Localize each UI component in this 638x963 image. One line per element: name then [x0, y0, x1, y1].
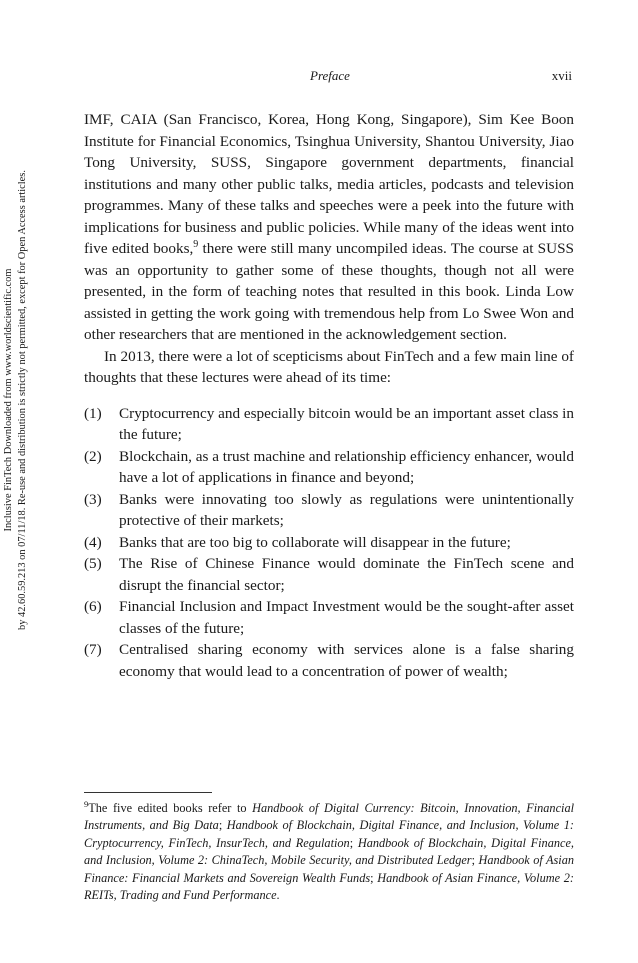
footnote: [84, 800, 574, 904]
footnote-marker: 9: [84, 798, 89, 809]
body-text: [84, 109, 574, 682]
list-item: [84, 596, 574, 639]
running-header: [84, 68, 576, 86]
footnote-separator: ;: [218, 818, 227, 833]
numbered-list: [84, 403, 574, 683]
paragraph-1-part-2: there were still many uncompiled ideas. The course at SUSS was an opportunity to gather some of these thoughts, though not all were presented, in the form of teaching notes that resulted in this book. Linda Low assisted in getting the work going with tremendous help from Lo Swee Won and other researchers that are mentioned in the acknowledgement section.: [84, 240, 574, 343]
list-item-text: Banks that are too big to collaborate will disappear in the future;: [119, 533, 511, 551]
list-item: [84, 639, 574, 682]
footnote-book-2: Handbook of Blockchain, Digital Finance, and Inclusion, Volume 1: Cryptocurrency, FinTech, InsurTech, and Regulation: [84, 818, 574, 850]
footnote-divider: [84, 792, 212, 793]
list-item: [84, 446, 574, 489]
paragraph-2: In 2013, there were a lot of scepticisms about FinTech and a few main line of thoughts that these lectures were ahead of its time:: [84, 347, 574, 386]
download-notice: [2, 170, 50, 630]
list-item: [84, 532, 574, 554]
list-item-text: Blockchain, as a trust machine and relationship efficiency enhancer, would have a lot of applications in finance and beyond;: [119, 447, 574, 486]
download-notice-line-2: by 42.60.59.213 on 07/11/18. Re-use and distribution is strictly not permitted, except for Open Access articles.: [17, 170, 28, 630]
list-item-number: (5): [84, 555, 102, 572]
footnote-book-1: Handbook of Digital Currency: Bitcoin, Innovation, Financial Instruments, and Big Data: [84, 801, 575, 833]
footnote-intro: The five edited books refer to: [88, 801, 253, 815]
list-item-number: (1): [84, 404, 102, 422]
paragraph-1-part-1: IMF, CAIA (San Francisco, Korea, Hong Kong, Singapore), Sim Kee Boon Institute for Financial Economics, Tsinghua University, Shantou University, Jiao Tong University, SUSS, Singapore government departments, financial institutions and many other public talks, media articles, podcasts and television programmes. Many of these talks and speeches were a peek into the future with implications for business and public policies. While many of the ideas went into five edited books,: [84, 111, 574, 257]
list-item-text: The Rise of Chinese Finance would dominate the FinTech scene and disrupt the financial sector;: [119, 555, 574, 594]
footnote-book-5: Handbook of Asian Finance, Volume 2: REITs, Trading and Fund Performance: [84, 870, 574, 903]
list-item: [84, 553, 574, 596]
list-item-number: (3): [84, 490, 102, 508]
footnote-book-4: Handbook of Asian Finance: Financial Markets and Sovereign Wealth Funds: [84, 853, 575, 885]
list-item-text: Centralised sharing economy with services alone is a false sharing economy that would lead to a concentration of power of wealth;: [119, 641, 574, 680]
page-number: xvii: [551, 68, 572, 83]
list-item-text: Banks were innovating too slowly as regulations were unintentionally protective of their markets;: [119, 490, 574, 529]
footnote-separator: ;: [370, 870, 378, 885]
running-title: Preface: [310, 68, 350, 83]
footnote-book-3: Handbook of Blockchain, Digital Finance, and Inclusion, Volume 2: ChinaTech, Mobile Security, and Distributed Ledger: [84, 835, 574, 868]
list-item: [84, 403, 574, 446]
footnote-separator: ;: [349, 835, 358, 850]
list-item-number: (7): [84, 641, 102, 658]
paragraph-1: [84, 109, 574, 346]
download-notice-line-1: Inclusive FinTech Downloaded from www.worldscientific.com: [3, 268, 14, 532]
list-item-text: Cryptocurrency and especially bitcoin would be an important asset class in the future;: [119, 404, 574, 443]
footnote-separator: ;: [471, 853, 479, 868]
footnote-reference[interactable]: 9: [193, 238, 199, 250]
list-item-text: Financial Inclusion and Impact Investment would be the sought-after asset classes of the future;: [119, 598, 574, 637]
list-item: [84, 489, 574, 532]
list-item-number: (2): [84, 447, 102, 465]
list-item-number: (6): [84, 598, 102, 615]
list-item-number: (4): [84, 533, 102, 551]
footnote-end: .: [276, 888, 280, 903]
